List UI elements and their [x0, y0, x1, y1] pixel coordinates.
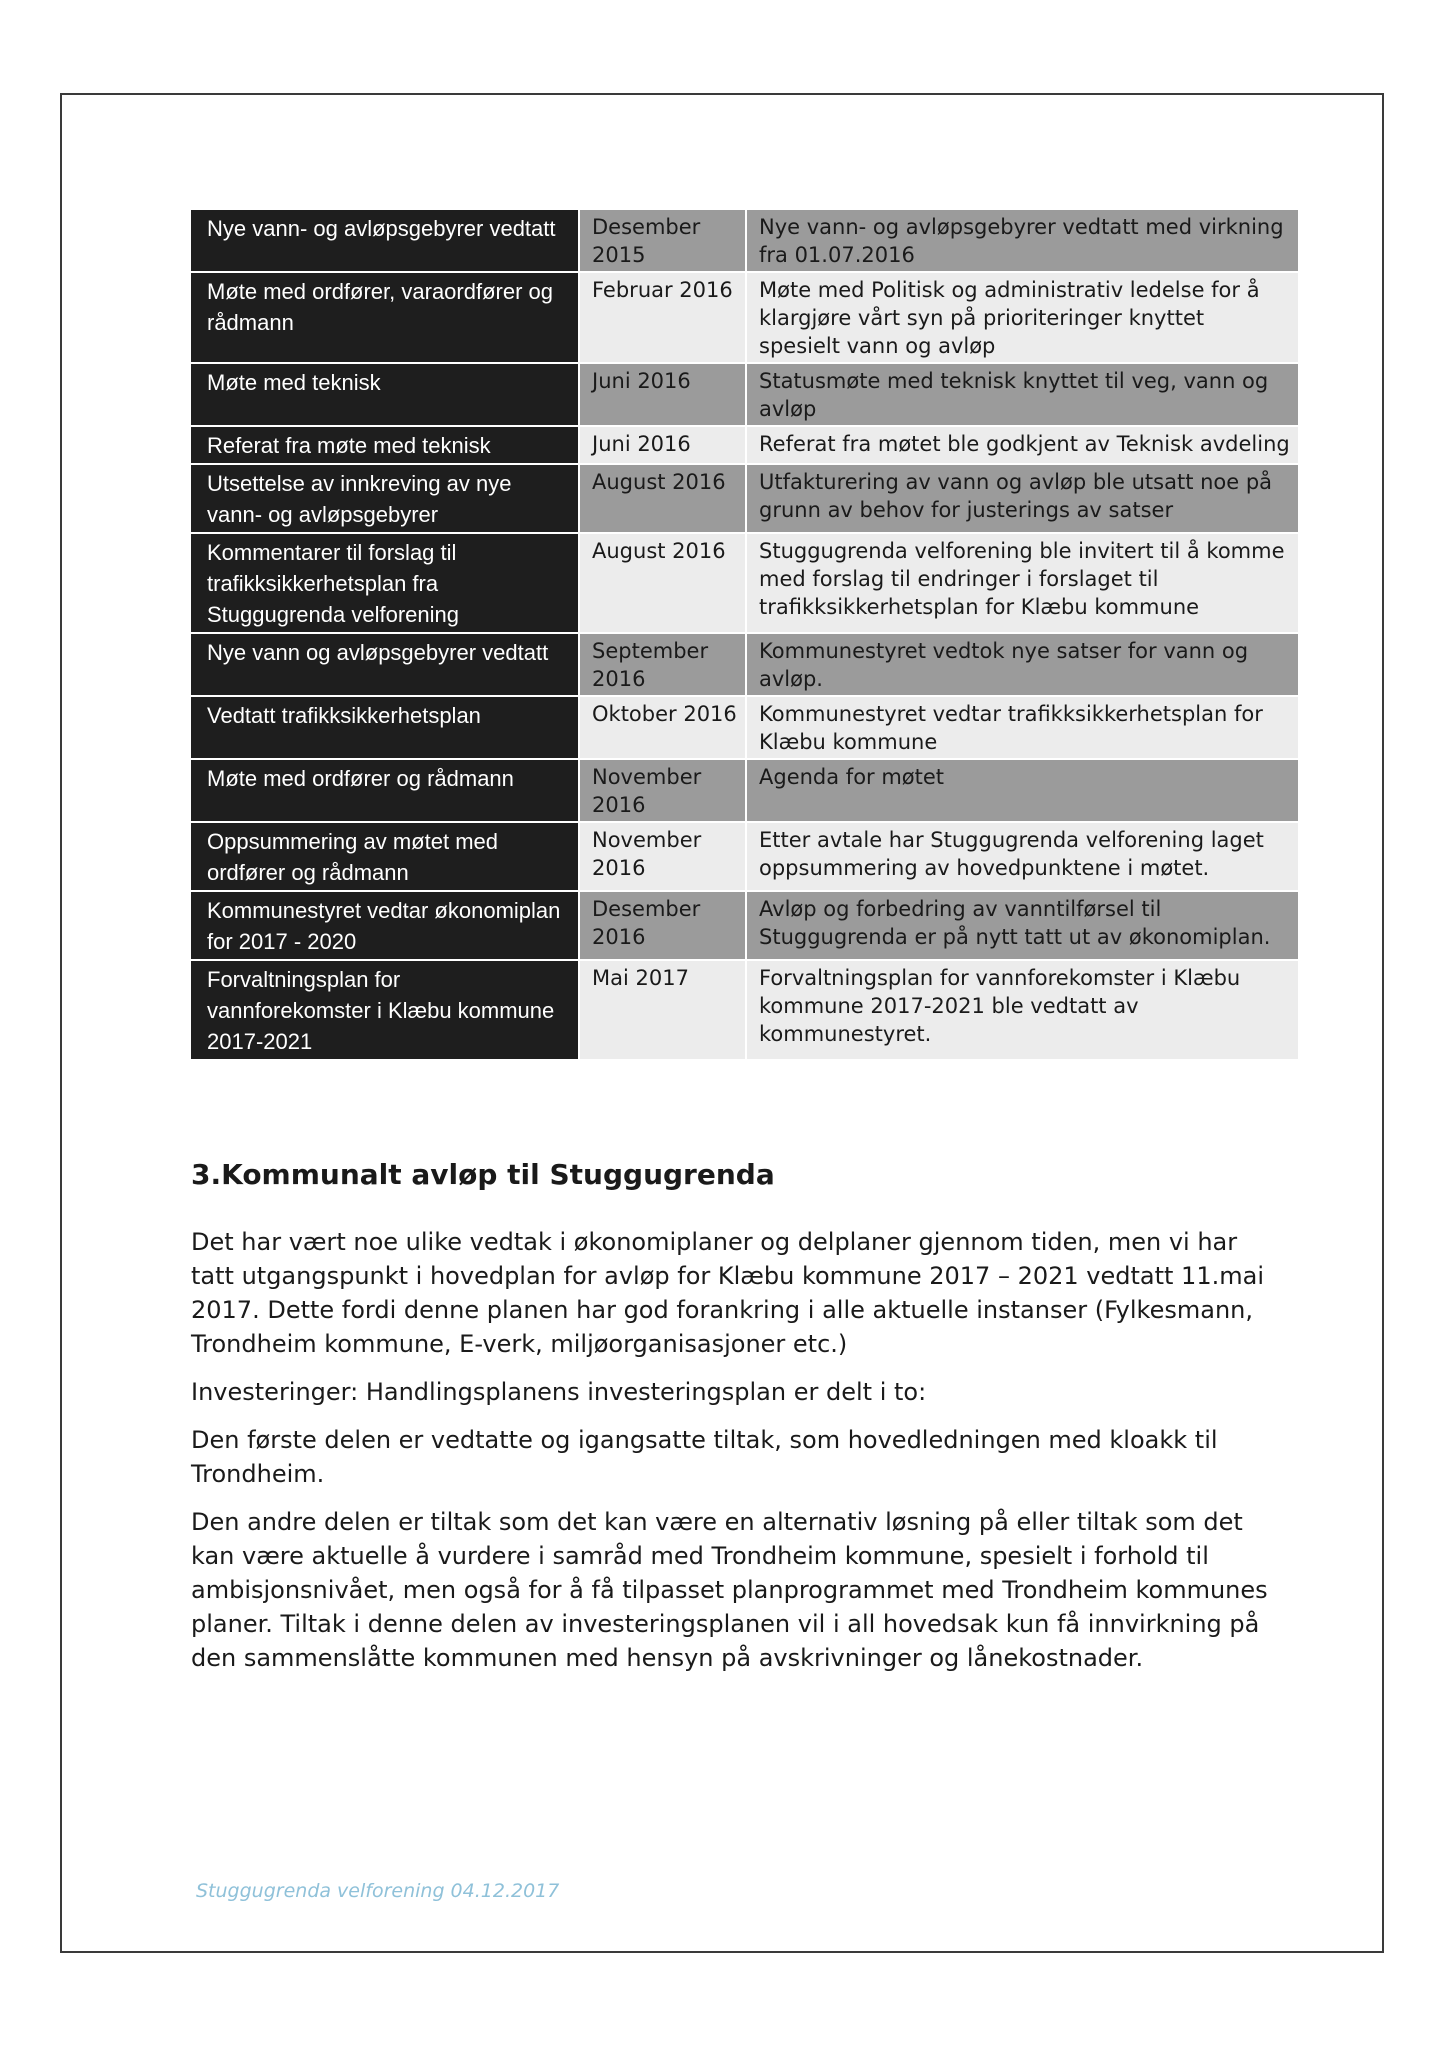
timeline-event: Nye vann- og avløpsgebyrer vedtatt — [191, 210, 579, 272]
timeline-event: Kommunestyret vedtar økonomiplan for 2017 - 2020 — [191, 891, 579, 960]
timeline-row — [191, 696, 1298, 759]
page-footer: Stuggugrenda velforening 04.12.2017 — [196, 1880, 560, 1902]
timeline-description: Statusmøte med teknisk knyttet til veg, vann og avløp — [746, 363, 1298, 426]
timeline-row — [191, 759, 1298, 822]
timeline-event: Nye vann og avløpsgebyrer vedtatt — [191, 633, 579, 696]
timeline-table — [191, 210, 1298, 1061]
timeline-event: Kommentarer til forslag til trafikksikkerhetsplan fra Stuggugrenda velforening — [191, 533, 579, 633]
timeline-row — [191, 533, 1298, 633]
timeline-description: Utfakturering av vann og avløp ble utsatt noe på grunn av behov for justerings av satser — [746, 464, 1298, 533]
timeline-event: Møte med ordfører og rådmann — [191, 759, 579, 822]
timeline-description: Etter avtale har Stuggugrenda velforening laget oppsummering av hovedpunktene i møtet. — [746, 822, 1298, 891]
timeline-description: Kommunestyret vedtar trafikksikkerhetsplan for Klæbu kommune — [746, 696, 1298, 759]
timeline-date: Desember 2016 — [579, 891, 746, 960]
timeline-row — [191, 464, 1298, 533]
timeline-date: Juni 2016 — [579, 363, 746, 426]
section-heading: 3.Kommunalt avløp til Stuggugrenda — [191, 1158, 775, 1191]
timeline-date: November 2016 — [579, 759, 746, 822]
timeline-date: Februar 2016 — [579, 272, 746, 363]
paragraph: Det har vært noe ulike vedtak i økonomiplaner og delplaner gjennom tiden, men vi har tatt utgangspunkt i hovedplan for avløp for Klæbu kommune 2017 – 2021 vedtatt 11.mai 2017. Dette fordi denne planen har god forankring i alle aktuelle instanser (Fylkesmann, Trondheim kommune, E-verk, miljøorganisasjoner etc.) — [191, 1228, 1264, 1358]
timeline-description: Agenda for møtet — [746, 759, 1298, 822]
timeline-event: Utsettelse av innkreving av nye vann- og avløpsgebyrer — [191, 464, 579, 533]
paragraph: Den andre delen er tiltak som det kan være en alternativ løsning på eller tiltak som det kan være aktuelle å vurdere i samråd med Trondheim kommune, spesielt i forhold til ambisjonsnivået, men også for å få tilpasset planprogrammet med Trondheim kommunes planer. Tiltak i denne delen av investeringsplanen vil i all hovedsak kun få innvirkning på den sammenslåtte kommunen med hensyn på avskrivninger og lånekostnader. — [191, 1508, 1268, 1672]
timeline-event: Oppsummering av møtet med ordfører og rådmann — [191, 822, 579, 891]
timeline-date: November 2016 — [579, 822, 746, 891]
timeline-row — [191, 210, 1298, 272]
timeline-body — [191, 210, 1298, 1060]
timeline-description: Referat fra møtet ble godkjent av Teknisk avdeling — [746, 426, 1298, 464]
timeline-description: Avløp og forbedring av vanntilførsel til Stuggugrenda er på nytt tatt ut av økonomiplan. — [746, 891, 1298, 960]
paragraph: Den første delen er vedtatte og igangsatte tiltak, som hovedledningen med kloakk til Trondheim. — [191, 1426, 1218, 1488]
timeline-date: September 2016 — [579, 633, 746, 696]
timeline-row — [191, 891, 1298, 960]
timeline-row — [191, 960, 1298, 1060]
timeline-date: Oktober 2016 — [579, 696, 746, 759]
timeline-date: Desember 2015 — [579, 210, 746, 272]
timeline-event: Forvaltningsplan for vannforekomster i Klæbu kommune 2017-2021 — [191, 960, 579, 1060]
paragraph: Investeringer: Handlingsplanens investeringsplan er delt i to: — [191, 1378, 927, 1406]
timeline-event: Møte med ordfører, varaordfører og rådmann — [191, 272, 579, 363]
timeline-row — [191, 363, 1298, 426]
timeline-row — [191, 272, 1298, 363]
section-body — [191, 1225, 1271, 1689]
timeline-date: Mai 2017 — [579, 960, 746, 1060]
timeline-description: Møte med Politisk og administrativ ledelse for å klargjøre vårt syn på prioriteringer knyttet spesielt vann og avløp — [746, 272, 1298, 363]
timeline-row — [191, 633, 1298, 696]
timeline-row — [191, 822, 1298, 891]
timeline-event: Referat fra møte med teknisk — [191, 426, 579, 464]
timeline-event: Vedtatt trafikksikkerhetsplan — [191, 696, 579, 759]
timeline-row — [191, 426, 1298, 464]
timeline-description: Stuggugrenda velforening ble invitert til å komme med forslag til endringer i forslaget til trafikksikkerhetsplan for Klæbu kommune — [746, 533, 1298, 633]
timeline-date: August 2016 — [579, 464, 746, 533]
timeline-description: Nye vann- og avløpsgebyrer vedtatt med virkning fra 01.07.2016 — [746, 210, 1298, 272]
timeline-description: Kommunestyret vedtok nye satser for vann og avløp. — [746, 633, 1298, 696]
timeline-description: Forvaltningsplan for vannforekomster i Klæbu kommune 2017-2021 ble vedtatt av kommunestyret. — [746, 960, 1298, 1060]
timeline-date: Juni 2016 — [579, 426, 746, 464]
timeline-date: August 2016 — [579, 533, 746, 633]
timeline-event: Møte med teknisk — [191, 363, 579, 426]
